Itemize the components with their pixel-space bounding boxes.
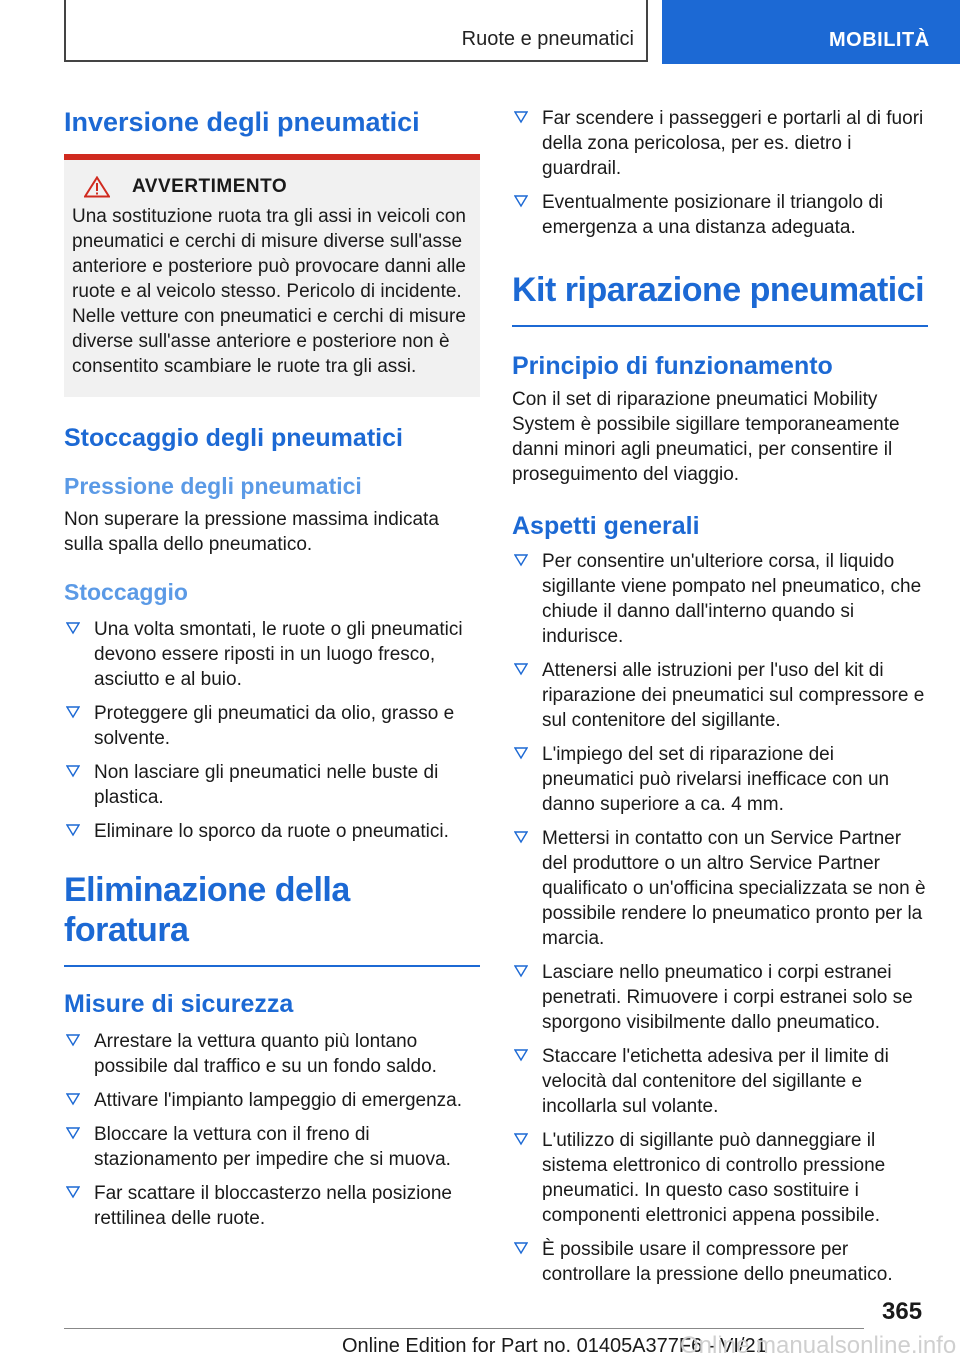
- list-item-text: L'utilizzo di sigillante può danneggiare il sistema elettronico di controllo pressione pneumatici. In questo caso sostituire i componenti elettronici appena possibile.: [542, 1129, 886, 1226]
- heading-stoccaggio-pneumatici: Stoccaggio degli pneumatici: [64, 424, 403, 453]
- bullet-triangle-icon: [514, 662, 528, 676]
- list-item-text: Attivare l'impianto lampeggio di emergenza.: [94, 1090, 462, 1112]
- list-item-text: Proteggere gli pneumatici da olio, grasso e solvente.: [94, 702, 455, 749]
- bullet-triangle-icon: [514, 553, 528, 567]
- heading-rule: [512, 325, 928, 327]
- heading-stoccaggio: Stoccaggio: [64, 578, 188, 605]
- list-item-text: Far scattare il bloccasterzo nella posizione rettilinea delle ruote.: [94, 1183, 453, 1230]
- warning-triangle-icon: [84, 176, 110, 198]
- list-item-text: Eliminare lo sporco da ruote o pneumatici.: [94, 820, 449, 842]
- heading-pressione: Pressione degli pneumatici: [64, 473, 362, 500]
- footer-watermark: Online manualsonline.info: [680, 1332, 957, 1359]
- bullet-triangle-icon: [66, 705, 80, 719]
- list-item-text: Una volta smontati, le ruote o gli pneumatici devono essere riposti in un luogo fresco, asciutto e al buio.: [94, 618, 463, 690]
- bullet-triangle-icon: [514, 1241, 528, 1255]
- list-item-text: Bloccare la vettura con il freno di stazionamento per impedire che si muova.: [94, 1124, 451, 1171]
- header-chapter-tab: MOBILITÀ: [662, 0, 960, 64]
- aspetti-list: [512, 549, 928, 1287]
- footer-rule: [64, 1328, 864, 1329]
- heading-inversione: Inversione degli pneumatici: [64, 107, 420, 137]
- continued-list: [512, 106, 928, 240]
- warning-title-row: [72, 176, 472, 198]
- list-item: [64, 1029, 480, 1079]
- bullet-triangle-icon: [514, 964, 528, 978]
- list-item-text: Eventualmente posizionare il triangolo di emergenza a una distanza adeguata.: [542, 192, 884, 238]
- list-item: [512, 1044, 928, 1119]
- bullet-triangle-icon: [514, 830, 528, 844]
- list-item: [64, 1181, 480, 1231]
- bullet-triangle-icon: [66, 1185, 80, 1199]
- header-section-title: Ruote e pneumatici: [461, 28, 634, 50]
- left-column: [64, 96, 480, 1240]
- warning-title: AVVERTIMENTO: [132, 176, 288, 198]
- warning-box: [64, 154, 480, 397]
- footer-edition: Online Edition for Part no. 01405A377F6 - VI/21: [342, 1335, 767, 1357]
- list-item: [512, 106, 928, 181]
- list-item: [64, 617, 480, 692]
- heading-aspetti: Aspetti generali: [512, 511, 700, 540]
- heading-principio: Principio di funzionamento: [512, 351, 833, 380]
- list-item: [64, 1122, 480, 1172]
- list-item-text: Per consentire un'ulteriore corsa, il liquido sigillante viene pompato nel pneumatico, che chiude il danno dall'interno quando si indurisce.: [542, 550, 922, 647]
- heading-foratura: Eliminazione della foratura: [64, 870, 350, 950]
- principio-text: Con il set di riparazione pneumatici Mobility System è possibile sigillare temporaneamente danni minori agli pneumatici, per consentire il proseguimento del viaggio.: [512, 388, 900, 485]
- list-item-text: Mettersi in contatto con un Service Partner del produttore o un altro Service Partner qualificato o un'officina specializzata se non è possibile rendere lo pneumatico pronto per la marcia.: [542, 827, 926, 949]
- sicurezza-list: [64, 1029, 480, 1231]
- bullet-triangle-icon: [514, 194, 528, 208]
- heading-rule: [64, 965, 480, 967]
- list-item: [64, 701, 480, 751]
- pressione-text: Non superare la pressione massima indicata sulla spalla dello pneumatico.: [64, 508, 439, 555]
- bullet-triangle-icon: [66, 764, 80, 778]
- bullet-triangle-icon: [66, 621, 80, 635]
- heading-kit: Kit riparazione pneumatici: [512, 271, 925, 309]
- bullet-triangle-icon: [514, 1048, 528, 1062]
- list-item: [512, 826, 928, 951]
- list-item: [512, 658, 928, 733]
- stoccaggio-list: [64, 617, 480, 844]
- list-item-text: Far scendere i passeggeri e portarli al di fuori della zona pericolosa, per es. dietro i guardrail.: [542, 108, 924, 179]
- header-section-box: [64, 0, 648, 62]
- warning-text: Una sostituzione ruota tra gli assi in veicoli con pneumatici e cerchi di misure diverse sull'asse anteriore e posteriore può provocare danni alle ruote e al veicolo stesso. Pericolo di incidente. Nelle vetture con pneumatici e cerchi di misure diverse sull'asse anteriore e posteriore non è consentito scambiare le ruote tra gli assi.: [72, 206, 466, 378]
- list-item: [512, 549, 928, 649]
- list-item-text: Non lasciare gli pneumatici nelle buste di plastica.: [94, 761, 439, 808]
- list-item: [512, 1237, 928, 1287]
- bullet-triangle-icon: [514, 746, 528, 760]
- list-item-text: Arrestare la vettura quanto più lontano possibile dal traffico e su un fondo saldo.: [94, 1031, 437, 1078]
- list-item: [64, 819, 480, 844]
- right-column: [512, 96, 928, 1296]
- list-item: [512, 1128, 928, 1228]
- bullet-triangle-icon: [66, 1092, 80, 1106]
- bullet-triangle-icon: [66, 1033, 80, 1047]
- list-item: [64, 1088, 480, 1113]
- page-header: [0, 0, 960, 66]
- bullet-triangle-icon: [66, 823, 80, 837]
- list-item: [512, 960, 928, 1035]
- list-item-text: È possibile usare il compressore per controllare la pressione dello pneumatico.: [542, 1238, 893, 1285]
- list-item-text: Lasciare nello pneumatico i corpi estranei penetrati. Rimuovere i corpi estranei solo se sporgono visibilmente dallo pneumatico.: [542, 961, 913, 1033]
- list-item: [64, 760, 480, 810]
- list-item: [512, 742, 928, 817]
- heading-sicurezza: Misure di sicurezza: [64, 990, 294, 1019]
- page-number: 365: [882, 1298, 923, 1325]
- bullet-triangle-icon: [514, 110, 528, 124]
- bullet-triangle-icon: [66, 1126, 80, 1140]
- list-item-text: Attenersi alle istruzioni per l'uso del kit di riparazione dei pneumatici sul compressore e sul contenitore del sigillante.: [542, 659, 925, 731]
- bullet-triangle-icon: [514, 1132, 528, 1146]
- list-item-text: Staccare l'etichetta adesiva per il limite di velocità dal contenitore del sigillante e incollarla sul volante.: [542, 1045, 889, 1117]
- list-item: [512, 190, 928, 240]
- list-item-text: L'impiego del set di riparazione dei pneumatici può rivelarsi inefficace con un danno superiore a ca. 4 mm.: [542, 743, 890, 815]
